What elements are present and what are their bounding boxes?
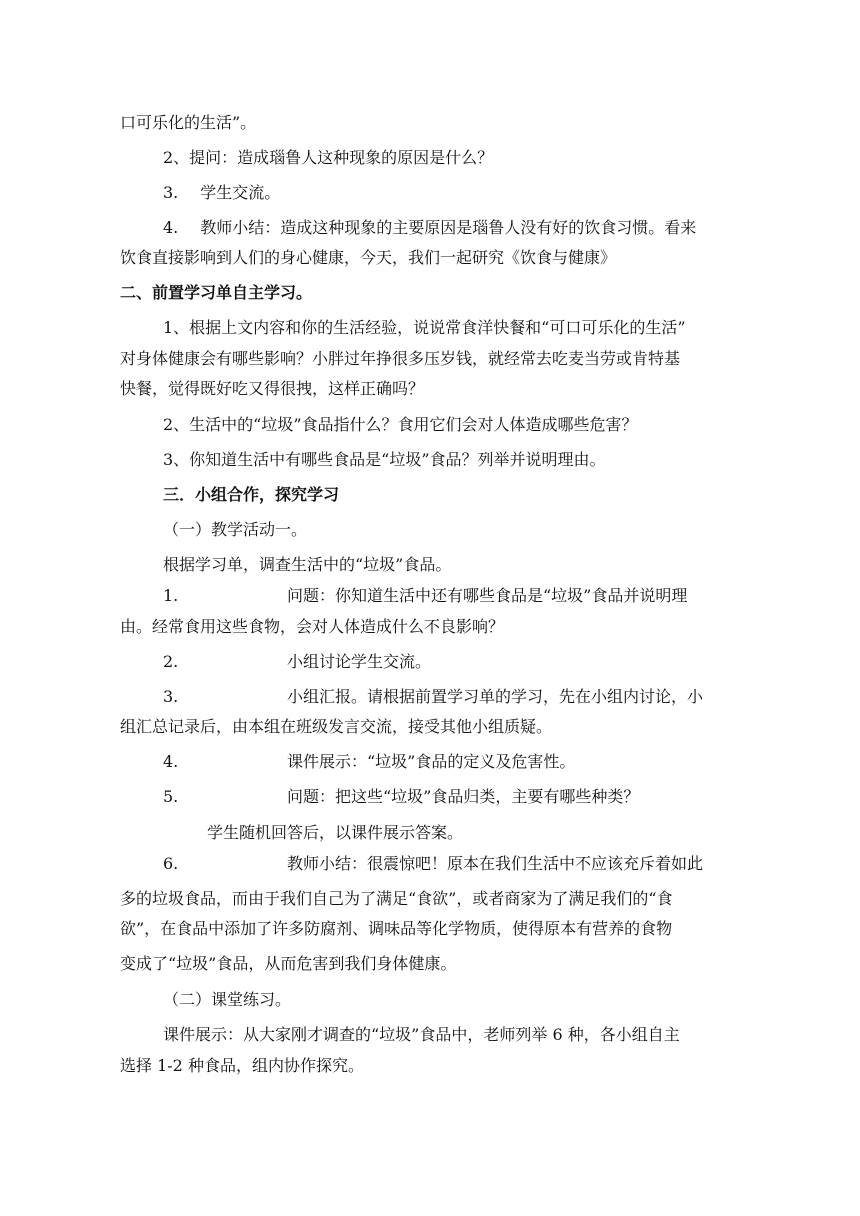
section-heading-2: 二、前置学习单自主学习。 bbox=[120, 283, 313, 302]
study-question-3: 3、你知道生活中有哪些食品是“垃圾”食品？列举并说明理由。 bbox=[163, 450, 606, 469]
item-4 bbox=[163, 216, 696, 240]
item-text: 教师小结：很震惊吧！原本在我们生活中不应该充斥着如此 bbox=[287, 854, 704, 873]
item-3 bbox=[163, 181, 280, 205]
item-number: 4. bbox=[163, 752, 179, 771]
activity-item-3 bbox=[163, 685, 703, 709]
activity-1-heading: （一）教学活动一。 bbox=[163, 520, 308, 539]
item-number: 3. bbox=[163, 183, 179, 202]
activity-item-5 bbox=[163, 785, 639, 809]
item-number: 4. bbox=[163, 218, 179, 237]
item-number: 5. bbox=[163, 787, 179, 806]
activity-item-6 bbox=[163, 852, 703, 876]
item-text: 学生交流。 bbox=[200, 183, 281, 202]
activity-1-intro: 根据学习单，调查生活中的“垃圾”食品。 bbox=[163, 555, 452, 574]
paragraph-continuation: 口可乐化的生活”。 bbox=[120, 113, 257, 132]
item-number: 1. bbox=[163, 586, 179, 605]
activity-item-4 bbox=[163, 750, 575, 774]
activity-item-5-note: 学生随机回答后，以课件展示答案。 bbox=[207, 823, 464, 842]
activity-item-3-continuation: 组汇总记录后，由本组在班级发言交流，接受其他小组质疑。 bbox=[120, 717, 553, 736]
activity-item-6-line-3: 欲”，在食品中添加了许多防腐剂、调味品等化学物质，使得原本有营养的食物 bbox=[120, 919, 673, 938]
activity-item-1 bbox=[163, 584, 687, 608]
item-number: 2. bbox=[163, 652, 179, 671]
activity-item-2 bbox=[163, 650, 431, 674]
item-text: 问题：你知道生活中还有哪些食品是“垃圾”食品并说明理 bbox=[287, 586, 688, 605]
item-text: 小组汇报。请根据前置学习单的学习，先在小组内讨论，小 bbox=[287, 687, 704, 706]
closing-paragraph-line-2: 选择 1-2 种食品，组内协作探究。 bbox=[120, 1056, 364, 1075]
activity-item-6-line-2: 多的垃圾食品，而由于我们自己为了满足“食欲”，或者商家为了满足我们的“食 bbox=[120, 889, 673, 908]
closing-paragraph-line-1: 课件展示：从大家刚才调查的“垃圾”食品中，老师列举 6 种，各小组自主 bbox=[163, 1025, 680, 1044]
study-question-1-line-3: 快餐，觉得既好吃又得很拽，这样正确吗？ bbox=[120, 379, 425, 398]
item-4-continuation: 饮食直接影响到人们的身心健康，今天，我们一起研究《饮食与健康》 bbox=[120, 248, 617, 267]
study-question-1-line-1: 1、根据上文内容和你的生活经验，说说常食洋快餐和“可口可乐化的生活” bbox=[163, 318, 686, 337]
item-text: 小组讨论学生交流。 bbox=[287, 652, 432, 671]
activity-item-1-continuation: 由。经常食用这些食物，会对人体造成什么不良影响？ bbox=[120, 617, 505, 636]
activity-item-6-line-4: 变成了“垃圾”食品，从而危害到我们身体健康。 bbox=[120, 954, 457, 973]
question-2: 2、提问：造成瑙鲁人这种现象的原因是什么？ bbox=[163, 148, 494, 167]
item-number: 6. bbox=[163, 854, 179, 873]
item-number: 3. bbox=[163, 687, 179, 706]
item-text: 问题：把这些“垃圾”食品归类，主要有哪些种类？ bbox=[287, 787, 640, 806]
activity-2-heading: （二）课堂练习。 bbox=[163, 990, 292, 1009]
section-heading-3: 三．小组合作，探究学习 bbox=[163, 485, 340, 504]
item-text: 课件展示：“垃圾”食品的定义及危害性。 bbox=[287, 752, 576, 771]
study-question-1-line-2: 对身体健康会有哪些影响？小胖过年挣很多压岁钱，就经常去吃麦当劳或肯特基 bbox=[120, 349, 681, 368]
item-text: 教师小结：造成这种现象的主要原因是瑙鲁人没有好的饮食习惯。看来 bbox=[200, 218, 697, 237]
study-question-2: 2、生活中的“垃圾”食品指什么？食用它们会对人体造成哪些危害？ bbox=[163, 415, 638, 434]
